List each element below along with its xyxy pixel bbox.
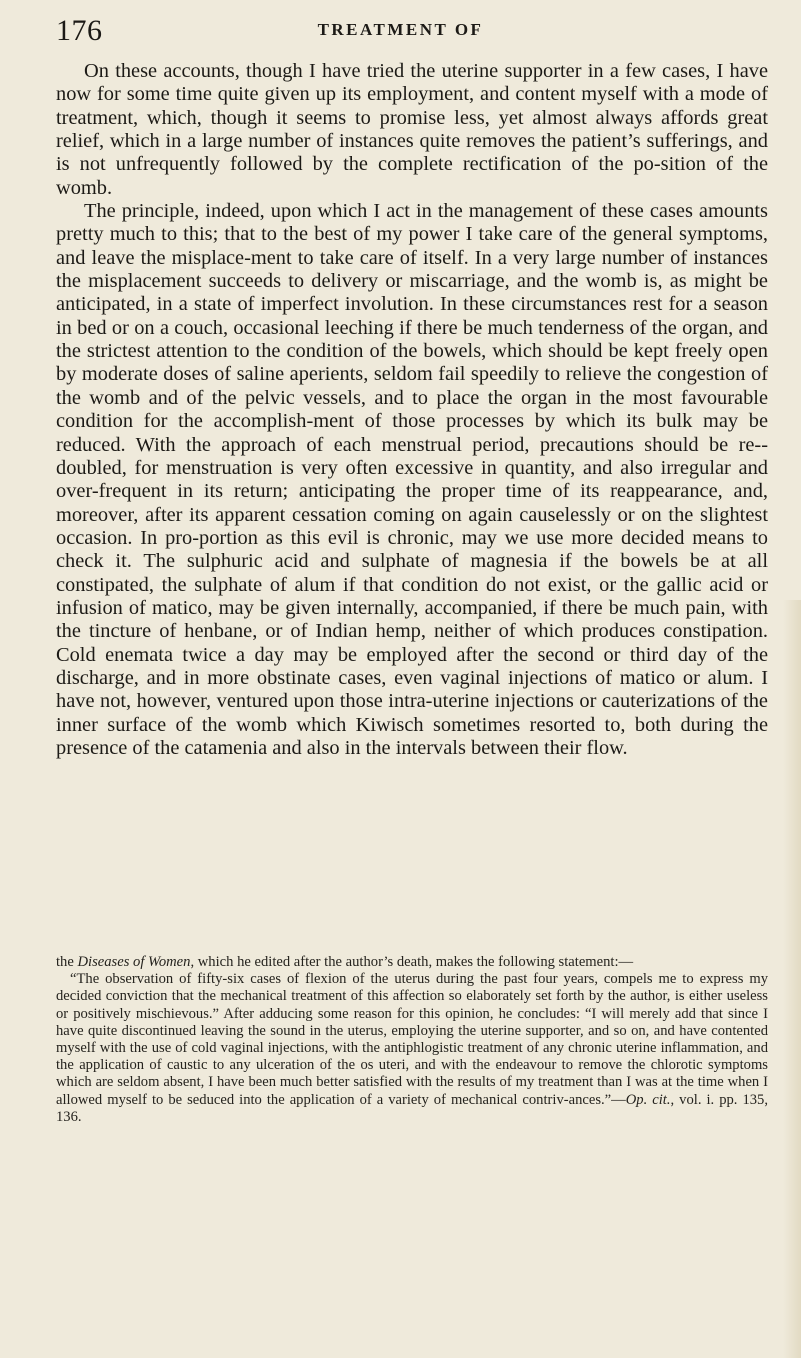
page-header xyxy=(0,14,801,54)
paragraph: On these accounts, though I have tried the uterine supporter in a few cases, I have now for some time quite given up its employment, and content myself with a mode of treatment, which, though it seems to promise less, yet almost always affords great relief, which in a large number of instances quite removes the patient’s sufferings, and is not unfrequently followed by the complete rectification of the po-sition of the womb. xyxy=(56,60,768,199)
main-text xyxy=(56,60,768,760)
page-number: 176 xyxy=(56,14,103,47)
footnote-lead xyxy=(56,954,768,971)
footnote-lead-rest: , which he edited after the author’s death, makes the following statement:— xyxy=(190,954,634,970)
footnote-lead-in: the xyxy=(56,954,78,970)
footnote-book-title: Diseases of Women xyxy=(77,954,191,970)
footnote xyxy=(56,954,768,1126)
footnote-citation-rest: , vol. i. pp. 135, 136. xyxy=(56,1091,769,1125)
page-edge-shadow xyxy=(783,600,801,1358)
footnote-quote-text: “The observation of fifty-six cases of flexion of the uterus during the past four years, compels me to express my decided conviction that the mechanical treatment of this affection so elaborately set forth by the author, is either useless or positively mischievous.” After adducing some reason for this opinion, he concludes: “I will merely add that since I have quite discontinued leaving the sound in the uterus, employing the uterine supporter, and so on, and have contented myself with the use of cold vaginal injections, with the antiphlogistic treatment of any chronic uterine inflammation, and the application of caustic to any ulceration of the os uteri, and with the endeavour to remove the chlorotic symptoms which are seldom absent, I have been much better satisfied with the results of my treatment than I was at the time when I allowed myself to be seduced into the application of a variety of mechanical contriv-ances.”— xyxy=(56,971,768,1108)
running-head: TREATMENT OF xyxy=(317,20,484,39)
paragraph: The principle, indeed, upon which I act in the management of these cases amounts pretty much to this; that to the best of my power I take care of the general symptoms, and leave the misplace-ment to take care of itself. In a very large number of instances the misplacement succeeds to delivery or miscarriage, and the womb is, as might be anticipated, in a state of imperfect involution. In these circumstances rest for a season in bed or on a couch, occasional leeching if there be much tenderness of the organ, and the strictest attention to the condition of the bowels, which should be kept freely open by moderate doses of saline aperients, seldom fail speedily to relieve the congestion of the womb and of the pelvic vessels, and to place the organ in the most favourable condition for the accomplish-ment of those processes by which its bulk may be reduced. With the approach of each menstrual period, precautions should be re-doubled, for menstruation is very often excessive in quantity, and also irregular and over-frequent in its return; anticipating the proper time of its reappearance, and, moreover, after its apparent cessation coming on again causelessly or on the slightest occasion. In pro-portion as this evil is chronic, may we use more decided means to check it. The sulphuric acid and sulphate of magnesia if the bowels be at all constipated, the sulphate of alum if that condition do not exist, or the gallic acid or infusion of matico, may be given internally, accompanied, if there be much pain, with the tincture of henbane, or of Indian hemp, neither of which produces constipation. Cold enemata twice a day may be employed after the second or third day of the discharge, and in more obstinate cases, even vaginal injections of matico or alum. I have not, however, ventured upon those intra-uterine injections or cauterizations of the inner surface of the womb which Kiwisch sometimes resorted to, both during the presence of the catamenia and also in the intervals between their flow. xyxy=(56,200,768,759)
footnote-quote xyxy=(56,971,768,1126)
footnote-citation-title: Op. cit. xyxy=(625,1091,671,1108)
